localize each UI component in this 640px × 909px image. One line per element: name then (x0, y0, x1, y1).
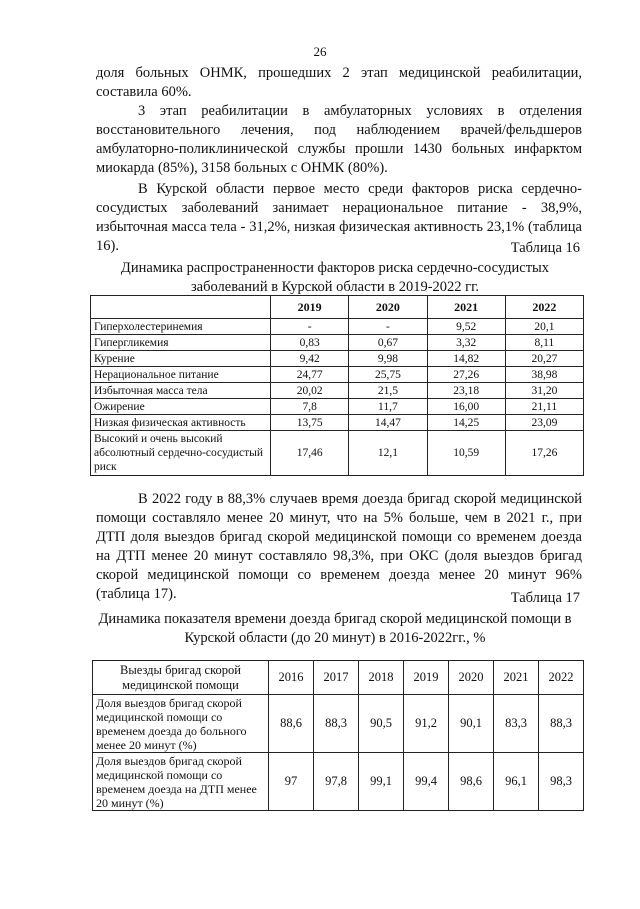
cell: 98,6 (449, 753, 494, 811)
cell: 20,1 (505, 319, 583, 335)
table-header-row (91, 296, 584, 319)
cell: 99,4 (404, 753, 449, 811)
cell: 24,77 (271, 367, 349, 383)
cell: 88,6 (269, 695, 314, 753)
table-header-row (93, 661, 584, 695)
cell: 14,47 (349, 415, 427, 431)
cell: 10,59 (427, 431, 505, 476)
cell: - (271, 319, 349, 335)
row-label: Гиперхолестеринемия (91, 319, 271, 335)
cell: 17,26 (505, 431, 583, 476)
cell: 97,8 (314, 753, 359, 811)
cell: 3,32 (427, 335, 505, 351)
cell: - (349, 319, 427, 335)
cell: 0,83 (271, 335, 349, 351)
cell: 23,18 (427, 383, 505, 399)
row-label: Высокий и очень высокий абсолютный сердечно-сосудистый риск (91, 431, 271, 476)
cell: 96,1 (494, 753, 539, 811)
table16-number: Таблица 16 (510, 240, 580, 256)
cell: 38,98 (505, 367, 583, 383)
cell: 20,02 (271, 383, 349, 399)
header-cell: 2022 (505, 296, 583, 319)
header-cell (91, 296, 271, 319)
row-label: Курение (91, 351, 271, 367)
header-cell: 2020 (349, 296, 427, 319)
cell: 88,3 (539, 695, 584, 753)
cell: 13,75 (271, 415, 349, 431)
paragraph-risk-factors: В Курской области первое место среди факторов риска сердечно-сосудистых заболеваний занимает нерациональное питание - 38,9%, избыточная масса тела - 31,2%, низкая физическая активность 23,1% (таблица 16). (96, 181, 582, 254)
paragraph-ambulance: В 2022 году в 88,3% случаев время доезда бригад скорой медицинской помощи составляло менее 20 минут, что на 5% больше, чем в 2021 г., при ДТП доля выездов бригад скорой медицинской помощи со временем доезда на ДТП менее 20 минут составляло 98,3%, при ОКС (доля выездов бригад скорой медицинской помощи со временем доезда менее 20 минут 96% (таблица 17). (96, 491, 582, 602)
cell: 90,5 (359, 695, 404, 753)
paragraph-stage3: 3 этап реабилитации в амбулаторных условиях в отделения восстановительного лечения, под наблюдением врачей/фельдшеров амбулаторно-поликлинической службы прошли 1430 больных инфарктом миокарда (85%), 3158 больных с ОНМК (80%). (96, 103, 582, 176)
paragraph-onmk: доля больных ОНМК, прошедших 2 этап медицинской реабилитации, составила 60%. (96, 65, 582, 100)
row-label: Нерациональное питание (91, 367, 271, 383)
cell: 9,98 (349, 351, 427, 367)
row-label: Избыточная масса тела (91, 383, 271, 399)
ambulance-time-table (92, 660, 584, 811)
header-cell: 2019 (271, 296, 349, 319)
table-row (91, 335, 584, 351)
cell: 16,00 (427, 399, 505, 415)
row-label: Доля выездов бригад скорой медицинской помощи со временем доезда на ДТП менее 20 минут (%) (93, 753, 269, 811)
header-cell: 2017 (314, 661, 359, 695)
header-cell: 2016 (269, 661, 314, 695)
header-cell: Выезды бригад скорой медицинской помощи (93, 661, 269, 695)
cell: 20,27 (505, 351, 583, 367)
cell: 27,26 (427, 367, 505, 383)
table-row (91, 431, 584, 476)
header-cell: 2018 (359, 661, 404, 695)
header-cell: 2020 (449, 661, 494, 695)
table16-title: Динамика распространенности факторов риска сердечно-сосудистых заболеваний в Курской области в 2019-2022 гг. (120, 260, 550, 295)
header-cell: 2022 (539, 661, 584, 695)
cell: 7,8 (271, 399, 349, 415)
cell: 21,5 (349, 383, 427, 399)
cell: 8,11 (505, 335, 583, 351)
cell: 21,11 (505, 399, 583, 415)
cell: 23,09 (505, 415, 583, 431)
cell: 0,67 (349, 335, 427, 351)
table-row (91, 415, 584, 431)
cell: 31,20 (505, 383, 583, 399)
cell: 97 (269, 753, 314, 811)
cell: 25,75 (349, 367, 427, 383)
table-row (93, 695, 584, 753)
table-row (91, 399, 584, 415)
cell: 12,1 (349, 431, 427, 476)
table-row (91, 383, 584, 399)
cell: 14,82 (427, 351, 505, 367)
cell: 98,3 (539, 753, 584, 811)
cell: 83,3 (494, 695, 539, 753)
row-label: Гипергликемия (91, 335, 271, 351)
cell: 17,46 (271, 431, 349, 476)
cell: 14,25 (427, 415, 505, 431)
cell: 90,1 (449, 695, 494, 753)
cell: 9,42 (271, 351, 349, 367)
risk-factors-table (90, 295, 584, 476)
header-cell: 2019 (404, 661, 449, 695)
cell: 9,52 (427, 319, 505, 335)
cell: 99,1 (359, 753, 404, 811)
table-row (91, 367, 584, 383)
header-cell: 2021 (494, 661, 539, 695)
header-cell: 2021 (427, 296, 505, 319)
table17-title: Динамика показателя времени доезда бригад скорой медицинской помощи в Курской области (до 20 минут) в 2016-2022гг., % (98, 611, 572, 646)
cell: 11,7 (349, 399, 427, 415)
table-row (93, 753, 584, 811)
cell: 91,2 (404, 695, 449, 753)
row-label: Ожирение (91, 399, 271, 415)
cell: 88,3 (314, 695, 359, 753)
table17-number: Таблица 17 (510, 590, 580, 606)
table-row (91, 319, 584, 335)
row-label: Низкая физическая активность (91, 415, 271, 431)
page-number: 26 (313, 44, 327, 59)
row-label: Доля выездов бригад скорой медицинской помощи со временем доезда до больного менее 20 минут (%) (93, 695, 269, 753)
table-row (91, 351, 584, 367)
